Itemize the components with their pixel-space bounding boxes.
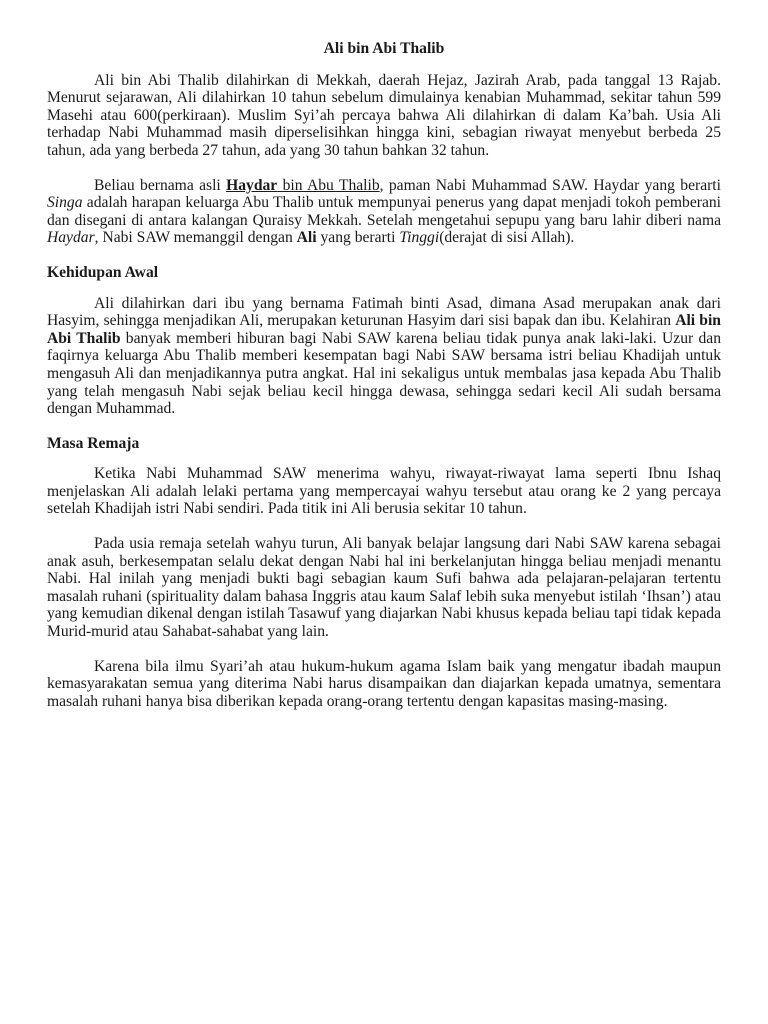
text-run: adalah harapan keluarga Abu Thalib untuk mempunyai penerus yang dapat menjadi tokoh pemberani dan disegani di antara kalangan Quraisy Mekkah. Setelah mengetahui sepupu yang baru lahir diberi nama bbox=[47, 194, 721, 229]
text-run: (derajat di sisi Allah). bbox=[439, 229, 575, 247]
paragraph-early-life bbox=[47, 295, 721, 418]
paragraph-spiritual-knowledge: Karena bila ilmu Syari’ah atau hukum-hukum agama Islam baik yang mengatur ibadah maupun kemasyarakatan semua yang diterima Nabi harus disampaikan dan diajarkan kepada umatnya, sementara masalah ruhani hanya bisa diberikan kepada orang-orang tertentu dengan kapasitas masing-masing. bbox=[47, 657, 721, 710]
term-haydar-italic: Haydar bbox=[47, 229, 95, 247]
term-tinggi: Tinggi bbox=[399, 229, 440, 247]
paragraph-name-origin bbox=[47, 177, 721, 247]
name-ali-bin-abi-thalib-bold: Ali bin Abi Thalib bbox=[47, 312, 721, 347]
text-run: Ali dilahirkan dari ibu yang bernama Fatimah binti Asad, dimana Asad merupakan anak dari Hasyim, sehingga menjadikan Ali, merupakan keturunan Hasyim dari sisi bapak dan ibu. Kelahiran bbox=[47, 294, 721, 330]
document-title: Ali bin Abi Thalib bbox=[323, 40, 445, 57]
text-run: , paman Nabi Muhammad SAW. Haydar yang berarti bbox=[379, 176, 721, 194]
term-singa: Singa bbox=[47, 194, 83, 212]
text-run: , Nabi SAW memanggil dengan bbox=[94, 229, 297, 247]
text-run: Beliau bernama asli bbox=[94, 176, 227, 194]
text-run: yang berarti bbox=[316, 229, 400, 247]
section-heading-kehidupan-awal: Kehidupan Awal bbox=[47, 263, 159, 281]
paragraph-revelation: Ketika Nabi Muhammad SAW menerima wahyu, riwayat-riwayat lama seperti Ibnu Ishaq menjelaskan Ali adalah lelaki pertama yang mempercayai wahyu tersebut atau orang ke 2 yang percaya setelah Khadijah istri Nabi sendiri. Pada titik ini Ali berusia sekitar 10 tahun. bbox=[47, 465, 721, 518]
name-bin-abu-thalib: bin Abu Thalib bbox=[282, 176, 380, 194]
document-page bbox=[47, 40, 721, 727]
paragraph-birth: Ali bin Abi Thalib dilahirkan di Mekkah, daerah Hejaz, Jazirah Arab, pada tanggal 13 Rajab. Menurut sejarawan, Ali dilahirkan 10 tahun sebelum dimulainya kenabian Muhammad, sekitar tahun 599 Masehi atau 600(perkiraan). Muslim Syi’ah percaya bahwa Ali dilahirkan di dalam Ka’bah. Usia Ali terhadap Nabi Muhammad masih diperselisihkan hingga kini, sebagian riwayat menyebut berbeda 25 tahun, ada yang berbeda 27 tahun, ada yang 30 tahun bahkan 32 tahun. bbox=[47, 71, 721, 159]
name-ali-bold: Ali bbox=[296, 229, 317, 247]
name-haydar-bold: Haydar bbox=[226, 176, 278, 194]
section-heading-masa-remaja: Masa Remaja bbox=[47, 434, 140, 452]
text-run: banyak memberi hiburan bagi Nabi SAW karena beliau tidak punya anak laki-laki. Uzur dan faqirnya keluarga Abu Thalib memberi kesempatan bagi Nabi SAW bersama istri beliau Khadijah untuk mengasuh Ali dan menjadikannya putra angkat. Hal ini sekaligus untuk membalas jasa kepada Abu Thalib yang telah mengasuh Nabi sejak beliau kecil hingga dewasa, sehingga sedari kecil Ali sudah bersama dengan Muhammad. bbox=[47, 329, 721, 418]
paragraph-youth-learning: Pada usia remaja setelah wahyu turun, Ali banyak belajar langsung dari Nabi SAW karena sebagai anak asuh, berkesempatan selalu dekat dengan Nabi hal ini berkelanjutan hingga beliau menjadi menantu Nabi. Hal inilah yang menjadi bukti bagi sebagian kaum Sufi bahwa ada pelajaran-pelajaran tertentu masalah ruhani (spirituality dalam bahasa Inggris atau kaum Salaf lebih suka menyebut istilah ‘Ihsan’) atau yang kemudian dikenal dengan istilah Tasawuf yang diajarkan Nabi khusus kepada beliau tapi tidak kepada Murid-murid atau Sahabat-sahabat yang lain. bbox=[47, 535, 721, 641]
